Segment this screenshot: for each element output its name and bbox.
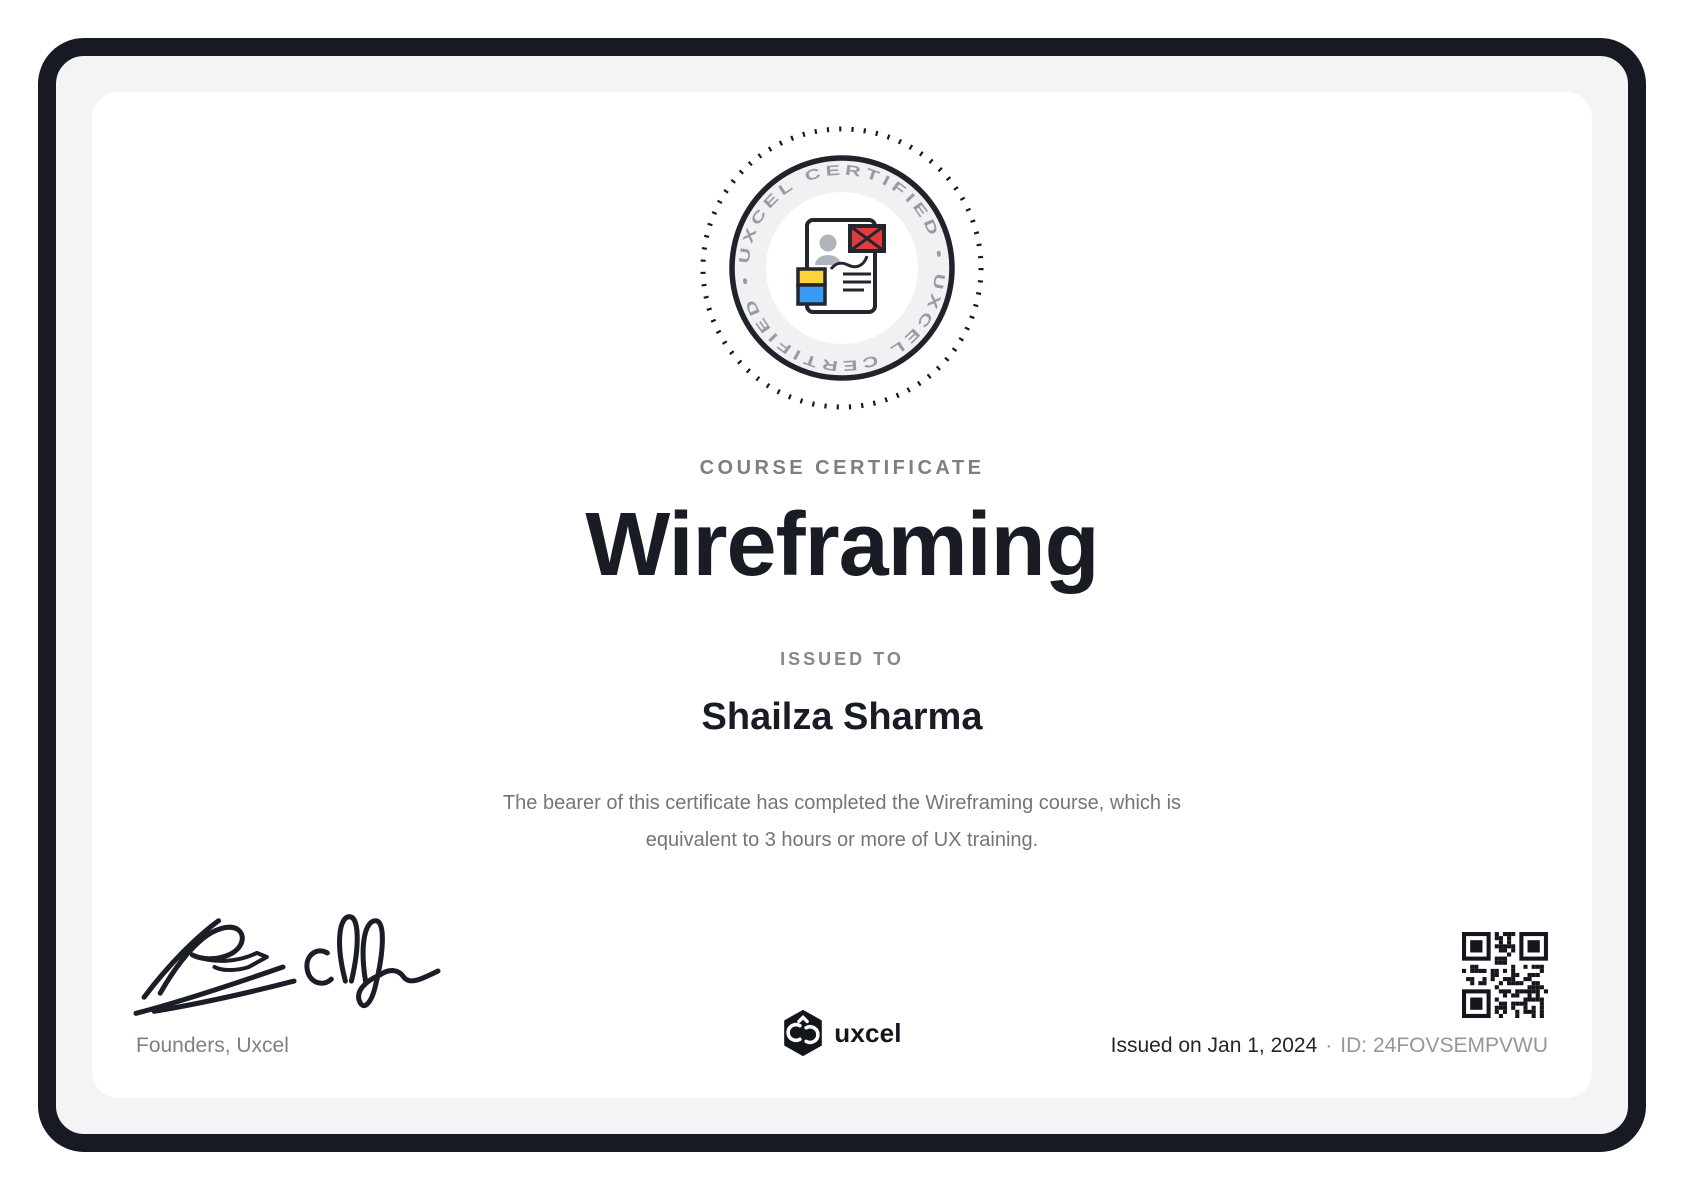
badge-ring-text: UXCEL CERTIFIED • UXCEL CERTIFIED • xyxy=(736,162,948,374)
issue-line xyxy=(1111,1034,1548,1058)
brand-name: uxcel xyxy=(834,1017,902,1048)
issue-info-block xyxy=(902,932,1548,1058)
certificate-footer xyxy=(92,908,1592,1098)
signatory-label: Founders, Uxcel xyxy=(136,1034,289,1057)
course-certificate-label: COURSE CERTIFICATE xyxy=(699,457,985,479)
certificate-frame xyxy=(38,38,1646,1152)
certificate-description xyxy=(92,785,1592,859)
certificate-content xyxy=(92,92,1592,859)
uxcel-certified-badge-icon xyxy=(692,118,992,418)
envelope-icon xyxy=(850,226,884,251)
recipient-name: Shailza Sharma xyxy=(701,695,983,738)
color-block-icon xyxy=(798,269,825,304)
issued-to-label: ISSUED TO xyxy=(780,648,904,669)
qr-code xyxy=(1462,932,1548,1018)
signature-block xyxy=(136,908,782,1058)
description-line-2: equivalent to 3 hours or more of UX training. xyxy=(645,828,1039,851)
id-card-illustration-icon xyxy=(798,220,884,312)
uxcel-logo-icon xyxy=(782,1010,824,1056)
certificate-id: ID: 24FOVSEMPVWU xyxy=(1340,1034,1548,1057)
dot-separator: · xyxy=(1325,1034,1333,1057)
brand-block xyxy=(782,1010,902,1058)
founders-signatures xyxy=(130,908,442,1020)
description-line-1: The bearer of this certificate has completed the Wireframing course, which is xyxy=(502,791,1182,814)
issue-date: Issued on Jan 1, 2024 xyxy=(1110,1034,1318,1057)
certificate-panel xyxy=(92,92,1592,1098)
course-title: Wireframing xyxy=(585,495,1099,595)
